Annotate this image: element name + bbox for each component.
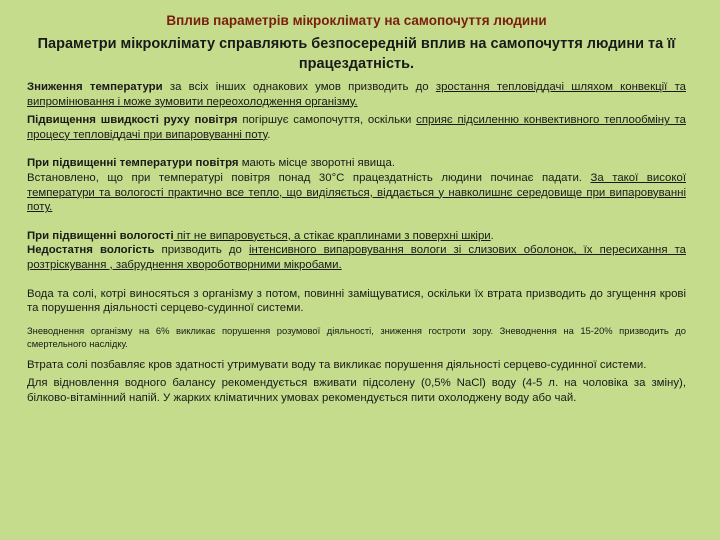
paragraph-water-salts: Вода та солі, котрі виносяться з організму з потом, повинні заміщуватися, оскільки їх втрата призводить до згущення крові та порушення діяльності серцево-судинної системи.: [27, 287, 686, 315]
p5-end: .: [490, 229, 494, 242]
paragraph-low-humidity: [27, 243, 686, 272]
term-temperature-increase: При підвищенні температури повітря: [27, 157, 239, 170]
paragraph-humidity-increase: [27, 229, 686, 244]
p2-text: погіршує самопочуття, оскільки: [237, 114, 417, 127]
p5-underlined: піт не випаровується, а стікає краплинами з поверхні шкіри: [173, 229, 491, 242]
p2-underlined: сприяє підсиленню конвективного теплообміну та процесу тепловіддачі при випаровуванні поту: [27, 114, 686, 141]
p4-underlined: За такої високої температури та вологості практично все тепло, що виділяється, віддається у навколишнє середовище при випаровуванні поту.: [27, 171, 686, 214]
paragraph-30-degrees: [27, 171, 686, 215]
paragraph-water-balance: Для відновлення водного балансу рекомендується вживати підсолену (0,5% NaCl) воду (4-5 л. на чоловіка за зміну), білково-вітамінний напій. У жарких кліматичних умовах рекомендується пити охолоджену воду або чай.: [27, 377, 686, 404]
slide-title: Вплив параметрів мікроклімату на самопочуття людини: [166, 13, 547, 28]
paragraph-temperature-increase: [27, 156, 686, 171]
paragraph-air-speed: [27, 113, 686, 142]
p1-text: за всіх інших однакових умов призводить до: [162, 81, 436, 93]
term-air-speed: Підвищення швидкості руху повітря: [27, 114, 238, 127]
slide-subtitle: Параметри мікроклімату справляють безпосередній вплив на самопочуття людини та її працездатність.: [37, 36, 676, 72]
paragraph-dehydration: Зневоднення організму на 6% викликає порушення розумової діяльності, зниження гостроти зору. Зневоднення на 15-20% призводить до смертельного наслідку.: [27, 324, 686, 349]
p6-underlined: інтенсивного випаровування вологи зі слизових оболонок, їх пересихання та розтріскування , забруднення хвороботворними мікробами.: [27, 244, 687, 271]
p4-text: Встановлено, що при температурі повітря понад 30°С працездатність людини починає падати.: [27, 171, 591, 184]
p2-end: .: [267, 128, 271, 141]
p3-text: мають місце зворотні явища.: [238, 157, 395, 170]
p6-text: призводить до: [154, 244, 249, 257]
term-humidity-increase: При підвищенні вологості: [27, 229, 174, 242]
p1-underlined: зростання тепловіддачі шляхом конвекції та випромінювання і може зумовити переохолодження організму.: [27, 81, 686, 108]
paragraph-salt-loss: Втрата солі позбавляє кров здатності утримувати воду та викликає порушення діяльності серцево-судинної системи.: [27, 358, 647, 371]
term-low-humidity: Недостатня вологість: [27, 244, 155, 257]
paragraph-temperature-decrease: [27, 80, 686, 109]
term-temperature-decrease: Зниження температури: [27, 81, 163, 93]
